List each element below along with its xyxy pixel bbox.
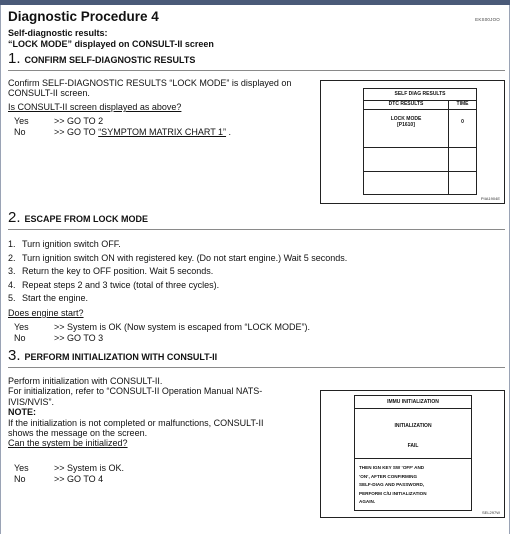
step2-list	[8, 238, 347, 306]
step2-answers	[14, 322, 484, 344]
step2-title: ESCAPE FROM LOCK MODE	[24, 214, 149, 224]
step2-yes-action: >> System is OK (Now system is escaped from “LOCK MODE”).	[54, 322, 311, 332]
step3-heading	[8, 348, 217, 364]
step1-heading	[8, 51, 195, 67]
row-divider-1	[364, 147, 476, 148]
step3-answers	[14, 463, 314, 485]
step1-no-suffix: .	[226, 126, 232, 137]
step2-question: Does engine start?	[8, 308, 84, 318]
lock-mode-code: [P1610]	[397, 122, 415, 128]
step3-divider	[8, 367, 505, 368]
list-item: 3. Return the key to OFF position. Wait 5 seconds.	[8, 266, 214, 277]
self-diag-results-figure	[320, 80, 505, 204]
figure2-code: SEL297W	[481, 510, 500, 515]
time-column: TIME	[449, 100, 476, 110]
step2-yes-label: Yes	[14, 322, 29, 332]
intro-line-1: Self-diagnostic results:	[8, 28, 108, 38]
lock-mode-label: LOCK MODE	[390, 116, 422, 122]
step1-title: CONFIRM SELF-DIAGNOSTIC RESULTS	[24, 55, 196, 65]
step1-body: Confirm SELF-DIAGNOSTIC RESULTS “LOCK MODE” is displayed on CONSULT-II screen.	[8, 78, 292, 99]
step3-body-line3: IVIS/NVIS”.	[8, 396, 55, 407]
immu-header: IMMU INITIALIZATION	[355, 396, 471, 409]
step2-heading	[8, 210, 148, 226]
step1-answers	[14, 116, 314, 138]
step3-body	[8, 376, 263, 449]
step3-body-line2: For initialization, refer to “CONSULT-II Operation Manual NATS-	[8, 386, 263, 397]
list-item: 5. Start the engine.	[8, 293, 89, 304]
lock-mode-cell	[364, 116, 448, 128]
status-line1: INITIALIZATION	[394, 423, 432, 429]
page-title: Diagnostic Procedure 4	[8, 9, 159, 24]
step2-no-action: >> GO TO 3	[54, 332, 104, 343]
status-line2: FAIL	[407, 443, 419, 449]
step1-yes-action: >> GO TO 2	[54, 116, 104, 126]
step3-number: 3.	[8, 347, 21, 364]
step3-title: PERFORM INITIALIZATION WITH CONSULT-II	[24, 352, 218, 362]
step1-yes-label: Yes	[14, 116, 29, 126]
self-diag-screen	[363, 88, 477, 195]
symptom-matrix-link[interactable]: “SYMPTOM MATRIX CHART 1”	[98, 126, 227, 137]
step2-no-label: No	[14, 332, 26, 343]
dtc-results-column: DTC RESULTS	[364, 100, 448, 110]
note-label: NOTE:	[8, 407, 36, 418]
initialization-status	[355, 410, 471, 459]
step1-question: Is CONSULT-II screen displayed as above?	[8, 102, 182, 112]
intro-line-2: “LOCK MODE” displayed on CONSULT-II screen	[8, 39, 214, 49]
time-value: 0	[461, 119, 464, 125]
immu-screen	[354, 395, 472, 511]
step1-number: 1.	[8, 50, 21, 67]
step3-body-line1: Perform initialization with CONSULT-II.	[8, 376, 163, 386]
step1-no-label: No	[14, 126, 26, 137]
note-line1: If the initialization is not completed or malfunctions, CONSULT-II	[8, 417, 264, 428]
self-diag-header: SELF DIAG RESULTS	[364, 89, 476, 101]
figure1-code: PIIA1904E	[480, 196, 500, 201]
instruction-message: THEN IGN KEY SW ‘OFF’ AND ‘ON’, AFTER CONFIRMING SELF-DIAG AND PASSWORD, PERFORM C/U INITIALIZATION AGAIN.	[359, 465, 427, 504]
page-code: EKS00JOO	[475, 17, 500, 22]
step1-no-action	[54, 127, 231, 138]
step3-question: Can the system be initialized?	[8, 438, 128, 449]
step1-no-prefix: >> GO TO	[54, 126, 99, 137]
immu-initialization-figure	[320, 390, 505, 518]
step2-divider	[8, 229, 505, 230]
step3-no-label: No	[14, 473, 26, 484]
left-border	[0, 5, 1, 534]
step2-number: 2.	[8, 209, 21, 226]
step3-no-action: >> GO TO 4	[54, 473, 104, 484]
note-line2: shows the message on the screen.	[8, 428, 148, 439]
step1-divider	[8, 70, 505, 71]
intro-block	[8, 28, 214, 50]
list-item: 1. Turn ignition switch OFF.	[8, 239, 121, 249]
step3-yes-action: >> System is OK.	[54, 463, 125, 473]
top-header-bar	[0, 0, 510, 5]
list-item: 4. Repeat steps 2 and 3 twice (total of three cycles).	[8, 279, 220, 290]
step3-yes-label: Yes	[14, 463, 29, 473]
list-item: 2. Turn ignition switch ON with registered key. (Do not start engine.) Wait 5 seconds.	[8, 252, 348, 263]
row-divider-2	[364, 171, 476, 172]
